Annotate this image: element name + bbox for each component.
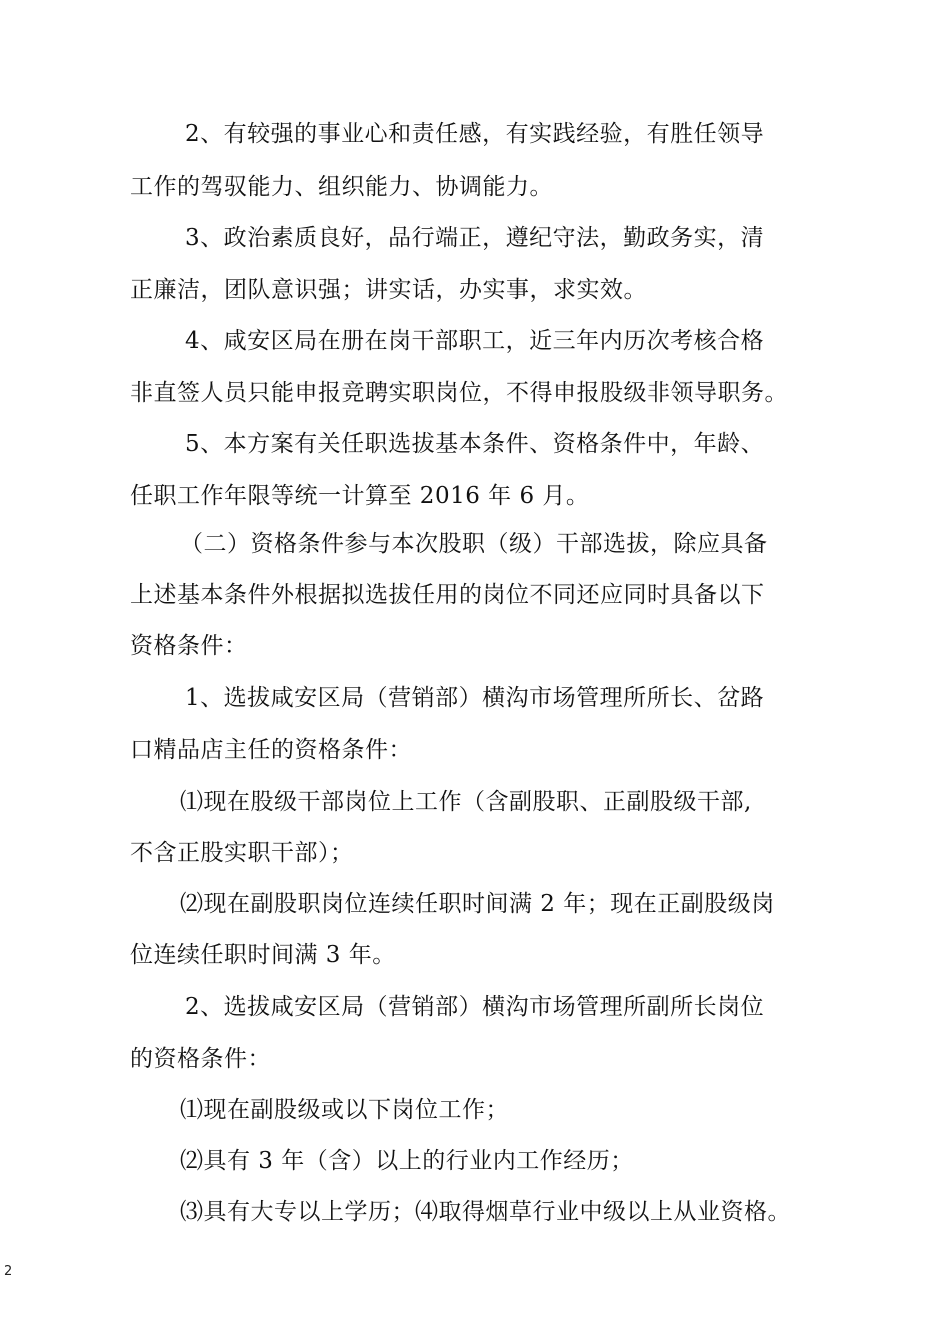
- paragraph-line: 任职工作年限等统一计算至 2016 年 6 月。: [130, 483, 590, 509]
- paragraph-line: 工作的驾驭能力、组织能力、协调能力。: [130, 174, 553, 200]
- paragraph-line: 2、有较强的事业心和责任感，有实践经验，有胜任领导: [185, 121, 765, 147]
- list-item-line: ⑵具有 3 年（含）以上的行业内工作经历；: [180, 1148, 634, 1174]
- paragraph-line: 4、咸安区局在册在岗干部职工，近三年内历次考核合格: [185, 328, 765, 354]
- paragraph-line: 位连续任职时间满 3 年。: [130, 942, 396, 968]
- paragraph-line: 上述基本条件外根据拟选拔任用的岗位不同还应同时具备以下: [130, 582, 765, 608]
- paragraph-line: 1、选拔咸安区局（营销部）横沟市场管理所所长、岔路: [185, 685, 765, 711]
- paragraph-line: 3、政治素质良好，品行端正，遵纪守法，勤政务实，清: [185, 225, 765, 251]
- paragraph-line: 5、本方案有关任职选拔基本条件、资格条件中，年龄、: [185, 431, 765, 457]
- paragraph-line: 口精品店主任的资格条件：: [130, 737, 412, 763]
- list-item-line: ⑵现在副股职岗位连续任职时间满 2 年；现在正副股级岗: [180, 891, 775, 917]
- list-item-line: ⑴现在副股级或以下岗位工作；: [180, 1097, 509, 1123]
- paragraph-line: 资格条件：: [130, 633, 248, 659]
- paragraph-line: 2、选拔咸安区局（营销部）横沟市场管理所副所长岗位: [185, 994, 765, 1020]
- list-item-line: ⑴现在股级干部岗位上工作（含副股职、正副股级干部,: [180, 789, 752, 815]
- list-item-line: ⑶具有大专以上学历；⑷取得烟草行业中级以上从业资格。: [180, 1199, 791, 1225]
- paragraph-line: 的资格条件：: [130, 1046, 271, 1072]
- section-heading-line: （二）资格条件参与本次股职（级）干部选拔，除应具备: [180, 531, 768, 557]
- page-number: 2: [4, 1264, 13, 1279]
- paragraph-line: 正廉洁，团队意识强；讲实话，办实事，求实效。: [130, 277, 647, 303]
- paragraph-line: 非直签人员只能申报竞聘实职岗位，不得申报股级非领导职务。: [130, 380, 788, 406]
- paragraph-line: 不含正股实职干部）；: [130, 840, 354, 866]
